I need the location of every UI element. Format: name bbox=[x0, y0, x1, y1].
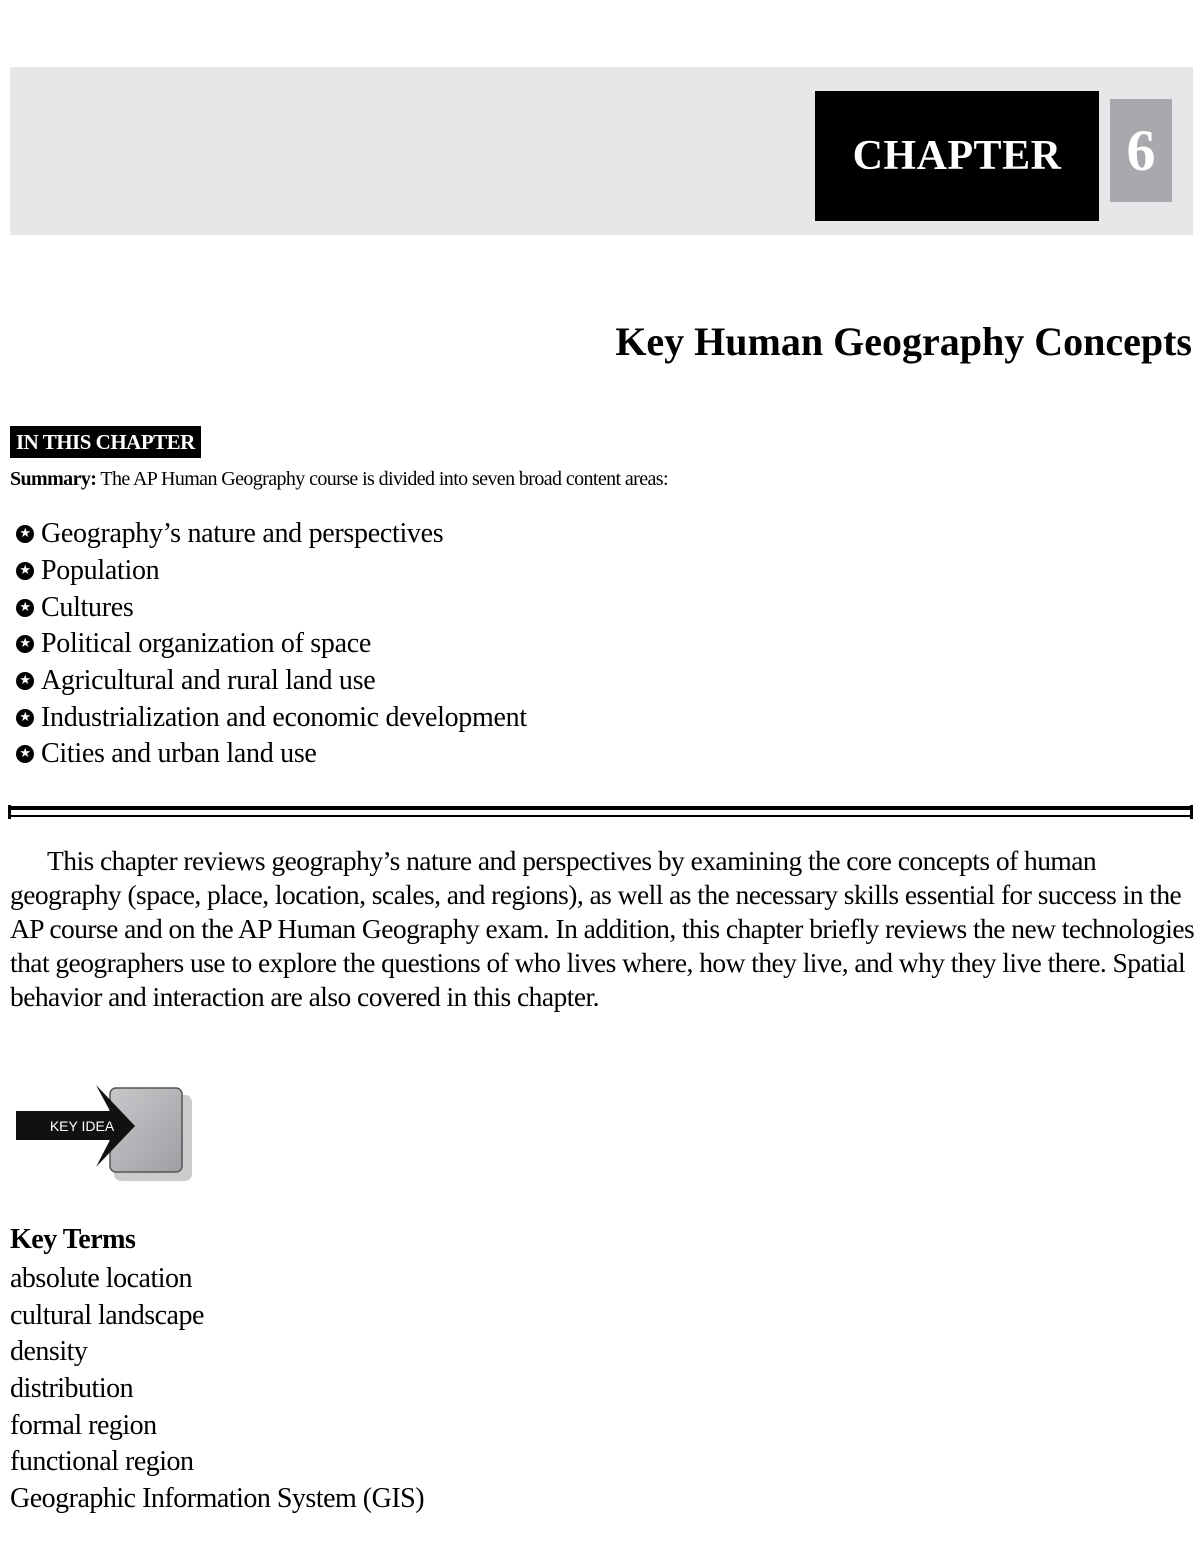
list-item bbox=[16, 516, 527, 553]
in-this-chapter-tag: IN THIS CHAPTER bbox=[10, 426, 201, 458]
star-bullet-icon bbox=[16, 599, 34, 617]
content-areas-list bbox=[16, 516, 527, 773]
list-item: absolute location bbox=[10, 1263, 193, 1294]
list-item: density bbox=[10, 1336, 88, 1368]
star-bullet-icon bbox=[16, 525, 34, 543]
star-bullet-icon bbox=[16, 709, 34, 727]
list-item: Geographic Information System (GIS) bbox=[10, 1483, 425, 1515]
list-item bbox=[16, 663, 527, 700]
chapter-label: CHAPTER bbox=[815, 91, 1099, 221]
list-item bbox=[16, 699, 527, 736]
list-item-text: Population bbox=[41, 555, 160, 587]
list-item-text: Agricultural and rural land use bbox=[41, 665, 376, 697]
chapter-number: 6 bbox=[1110, 99, 1172, 202]
key-terms-heading: Key Terms bbox=[10, 1224, 136, 1255]
list-item: distribution bbox=[10, 1373, 134, 1405]
star-bullet-icon bbox=[16, 562, 34, 580]
list-item-text: Political organization of space bbox=[41, 628, 371, 660]
intro-paragraph: This chapter reviews geography’s nature and perspectives by examining the core concepts of human geography (space, place, location, scales, and regions), as well as the necessary skills essential for success in the AP course and on the AP Human Geography exam. In addition, this chapter briefly reviews the new technologies that geographers use to explore the questions of who lives where, how they live, and why they live there. Spatial behavior and interaction are also covered in this chapter. bbox=[10, 845, 1195, 1012]
list-item bbox=[16, 626, 527, 663]
list-item-text: Industrialization and economic development bbox=[41, 701, 527, 733]
list-item-text: Geography’s nature and perspectives bbox=[41, 518, 444, 550]
section-divider bbox=[8, 805, 1193, 819]
list-item: cultural landscape bbox=[10, 1299, 204, 1331]
star-bullet-icon bbox=[16, 672, 34, 690]
star-bullet-icon bbox=[16, 635, 34, 653]
chapter-summary bbox=[10, 468, 668, 491]
key-idea-badge bbox=[12, 1080, 202, 1190]
list-item: formal region bbox=[10, 1409, 157, 1441]
page-title: Key Human Geography Concepts bbox=[615, 319, 1192, 364]
list-item bbox=[16, 589, 527, 626]
list-item-text: Cultures bbox=[41, 591, 134, 623]
list-item: functional region bbox=[10, 1446, 194, 1478]
arrow-right-icon bbox=[12, 1080, 202, 1190]
key-terms-list bbox=[10, 1261, 424, 1518]
list-item bbox=[16, 553, 527, 590]
summary-label: Summary: bbox=[10, 468, 97, 490]
star-bullet-icon bbox=[16, 745, 34, 763]
summary-text: The AP Human Geography course is divided into seven broad content areas: bbox=[100, 468, 668, 490]
list-item-text: Cities and urban land use bbox=[41, 738, 317, 770]
list-item bbox=[16, 736, 527, 773]
key-idea-label: KEY IDEA bbox=[49, 1118, 115, 1134]
